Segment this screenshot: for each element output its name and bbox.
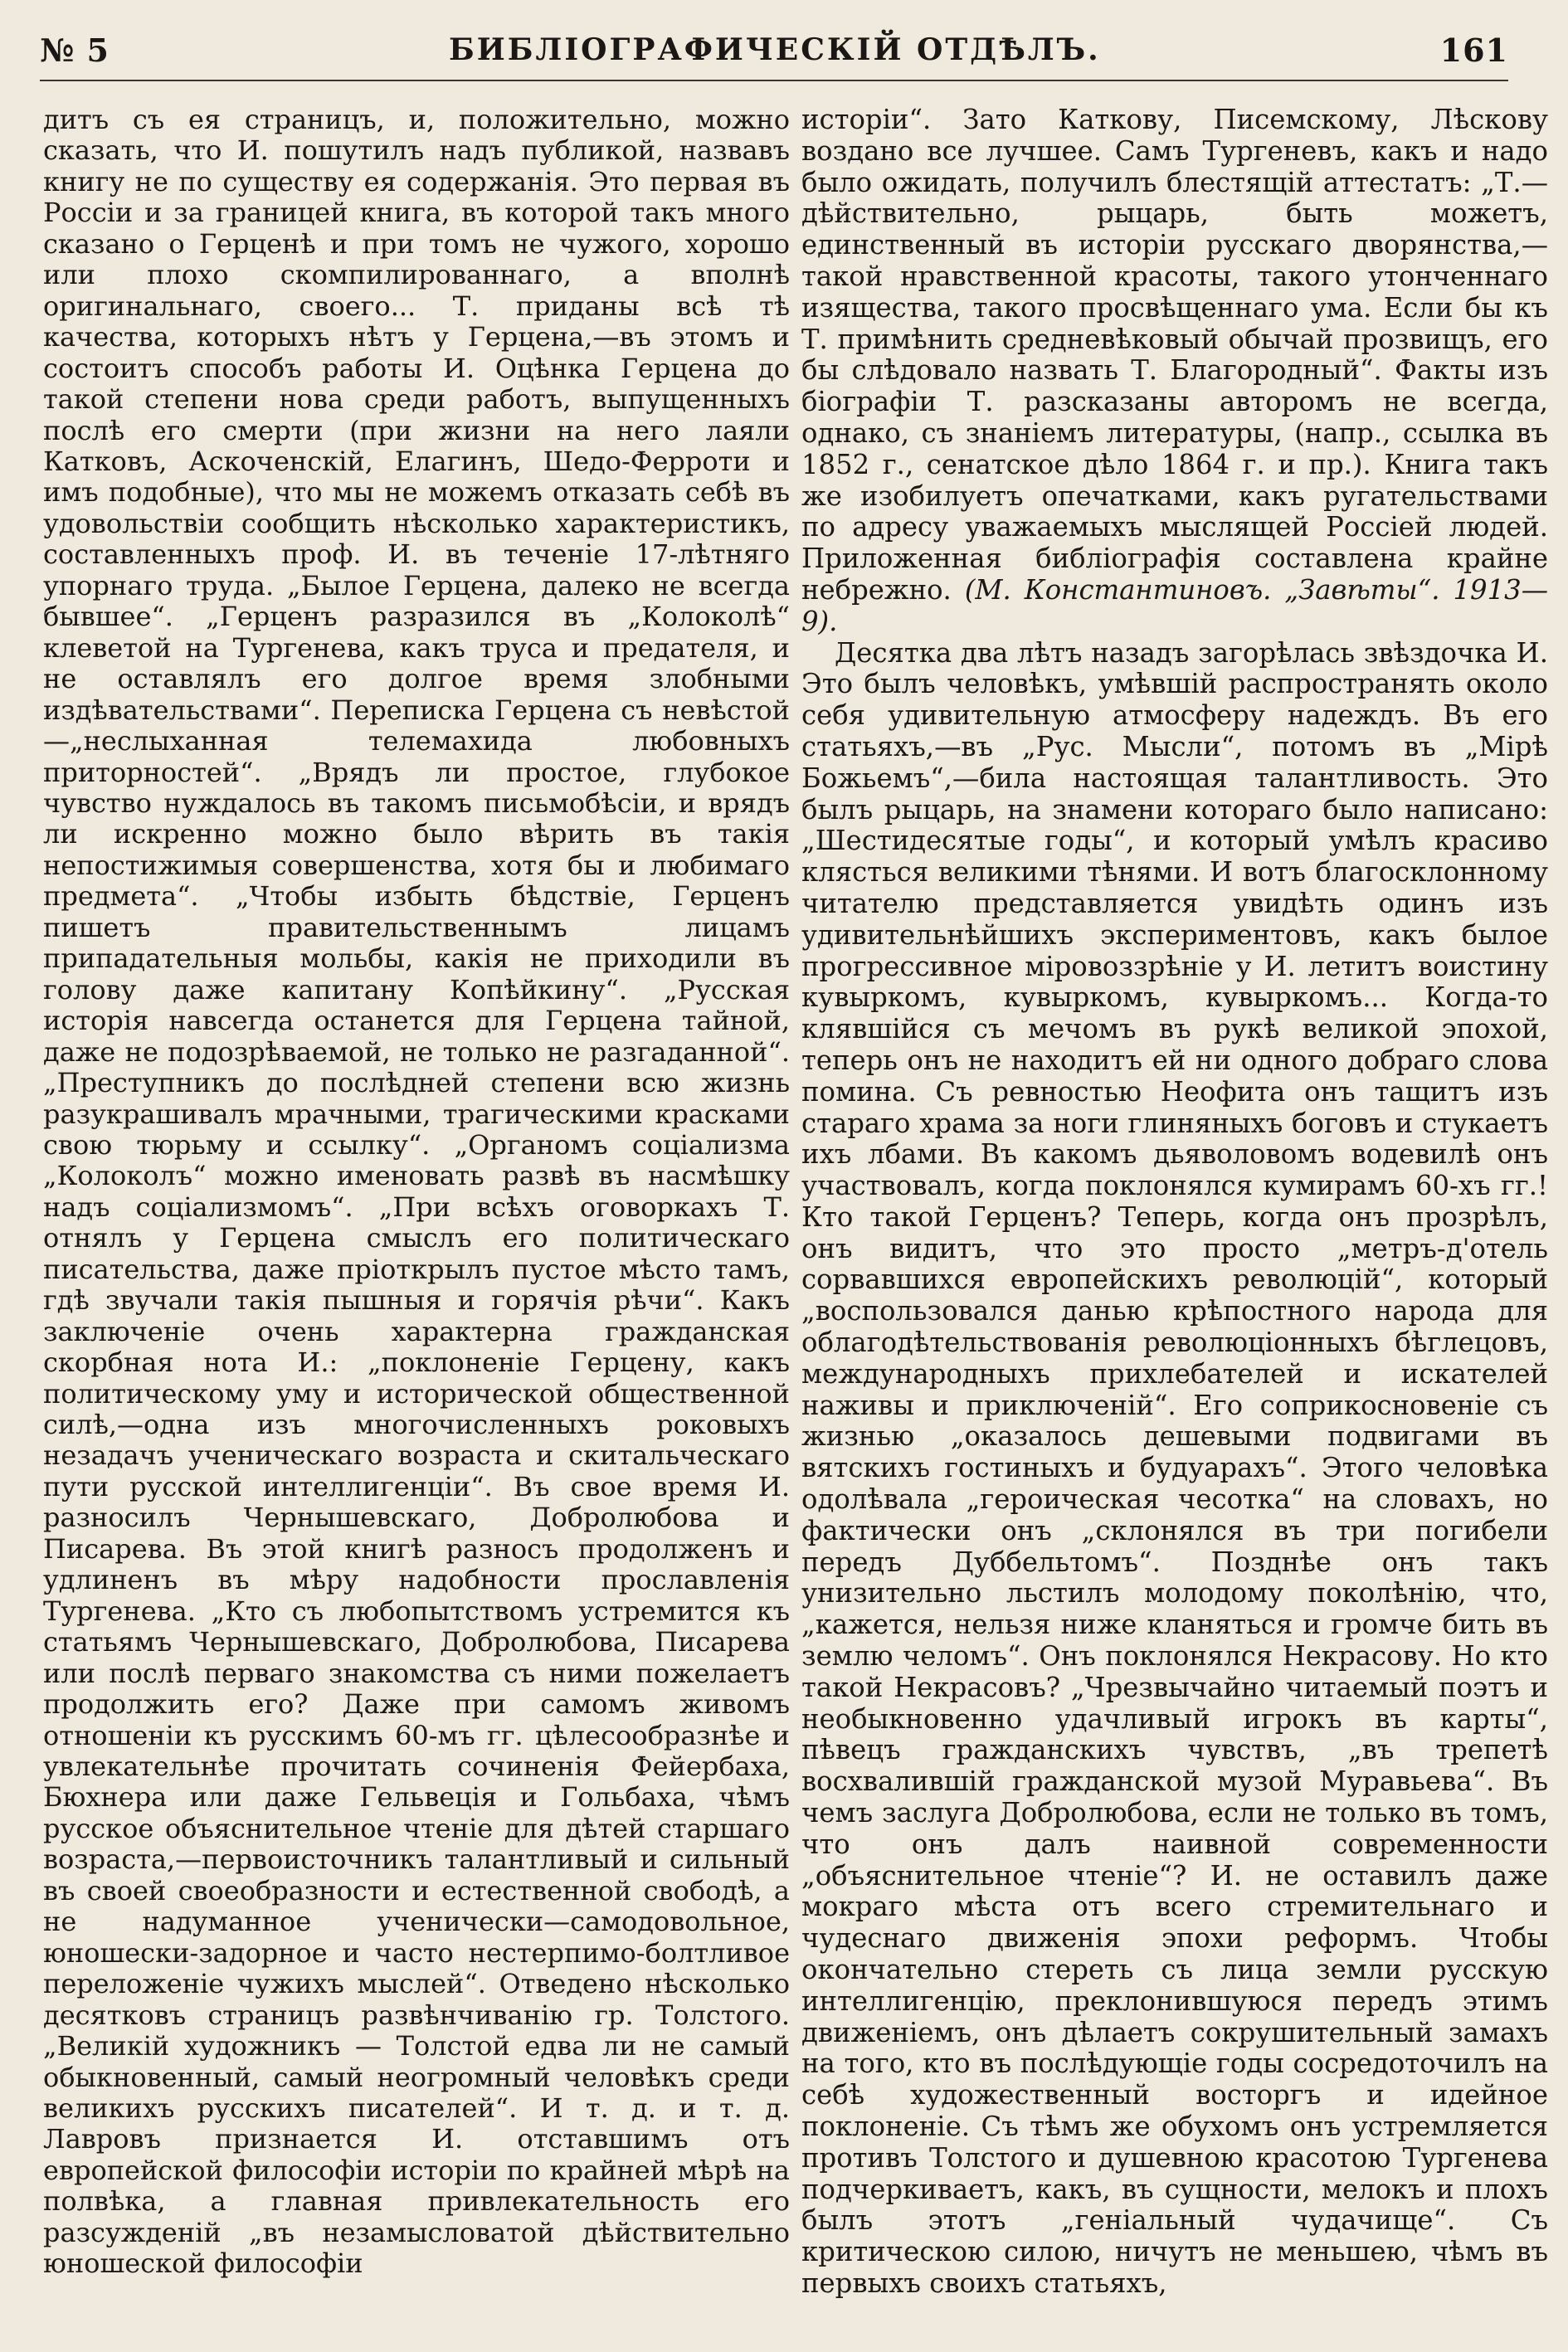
left-column	[43, 105, 790, 2280]
issue-number: № 5	[40, 31, 110, 69]
right-column-paragraph-1	[801, 105, 1548, 638]
header-rule	[40, 80, 1508, 81]
left-column-text: дитъ съ ея страницъ, и, положительно, можно сказать, что И. пошутилъ надъ публикой, назвавъ книгу не по существу ея содержанія. Это первая въ Россіи и за границей книга, въ которой такъ много сказано о Герценѣ и при томъ не чужого, хорошо или плохо скомпилированнаго, а вполнѣ оригинальнаго, своего... Т. приданы всѣ тѣ качества, которыхъ нѣтъ у Герцена,—въ этомъ и состоитъ способъ работы И. Оцѣнка Герцена до такой степени нова среди работъ, выпущенныхъ послѣ его смерти (при жизни на него лаяли Катковъ, Аскоченскій, Елагинъ, Шедо-Ферроти и имъ подобные), что мы не можемъ отказать себѣ въ удовольствіи сообщить нѣсколько характеристикъ, составленныхъ проф. И. въ теченіе 17-лѣтняго упорнаго труда. „Былое Герцена, далеко не всегда бывшее“. „Герценъ разразился въ „Колоколѣ“ клеветой на Тургенева, какъ труса и предателя, и не оставлялъ его долгое время злобными издѣвательствами“. Переписка Герцена съ невѣстой—„неслыханная телемахида любовныхъ приторностей“. „Врядъ ли простое, глубокое чувство нуждалось въ такомъ письмобѣсіи, и врядъ ли искренно можно было вѣрить въ такія непостижимыя совершенства, хотя бы и любимаго предмета“. „Чтобы избыть бѣдствіе, Герценъ пишетъ правительственнымъ лицамъ припадательныя мольбы, какія не приходили въ голову даже капитану Копѣйкину“. „Русская исторія навсегда останется для Герцена тайной, даже не подозрѣваемой, не только не разгаданной“. „Преступникъ до послѣдней степени всю жизнь разукрашивалъ мрачными, трагическими красками свою тюрьму и ссылку“. „Органомъ соціализма „Колоколъ“ можно именовать развѣ въ насмѣшку надъ соціализмомъ“. „При всѣхъ оговоркахъ Т. отнялъ у Герцена смыслъ его политическаго писательства, даже пріоткрылъ пустое мѣсто тамъ, гдѣ звучали такія пышныя и горячія рѣчи“. Какъ заключеніе очень характерна гражданская скорбная нота И.: „поклоненіе Герцену, какъ политическому уму и исторической общественной силѣ,—одна изъ многочисленныхъ роковыхъ незадачъ ученическаго возраста и скитальческаго пути русской интеллигенціи“. Въ свое время И. разносилъ Чернышевскаго, Добролюбова и Писарева. Въ этой книгѣ разносъ продолженъ и удлиненъ въ мѣру надобности прославленія Тургенева. „Кто съ любопытствомъ устремится къ статьямъ Чернышевскаго, Добролюбова, Писарева или послѣ перваго знакомства съ ними пожелаетъ продолжить его? Даже при самомъ живомъ отношеніи къ русскимъ 60-мъ гг. цѣлесообразнѣе и увлекательнѣе прочитать сочиненія Фейербаха, Бюхнера или даже Гельвеція и Гольбаха, чѣмъ русское объяснительное чтеніе для дѣтей старшаго возраста,—первоисточникъ талантливый и сильный въ своей своеобразности и естественной свободѣ, а не надуманное ученически—самодовольное, юношески-задорное и часто нестерпимо-болтливое переложеніе чужихъ мыслей“. Отведено нѣсколько десятковъ страницъ развѣнчиванію гр. Толстого. „Великій художникъ — Толстой едва ли не самый обыкновенный, самый неогромный человѣкъ среди великихъ русскихъ писателей“. И т. д. и т. д. Лавровъ признается И. отставшимъ отъ европейской философіи исторіи по крайней мѣрѣ на полвѣка, а главная привлекательность его разсужденій „въ незамысловатой дѣйствительно юношеской философіи	[43, 104, 790, 2280]
section-title: БИБЛІОГРАФИЧЕСКІЙ ОТДѢЛЪ.	[448, 32, 1101, 67]
page-number: 161	[1439, 31, 1508, 69]
right-para1-text: исторіи“. Зато Каткову, Писемскому, Лѣскову воздано все лучшее. Самъ Тургеневъ, какъ и надо было ожидать, получилъ блестящій аттестатъ: „Т.—дѣйствительно, рыцарь, быть можетъ, единственный въ исторіи русскаго дворянства,—такой нравственной красоты, такого утонченнаго изящества, такого просвѣщеннаго ума. Если бы къ Т. примѣнить средневѣковый обычай прозвищъ, его бы слѣдовало назвать Т. Благородный“. Факты изъ біографіи Т. разсказаны авторомъ не всегда, однако, съ знаніемъ литературы, (напр., ссылка въ 1852 г., сенатское дѣло 1864 г. и пр.). Книга такъ же изобилуетъ опечатками, какъ ругательствами по адресу уважаемыхъ мыслящей Россіей людей. Приложенная библіографія составлена крайне небрежно.	[801, 104, 1548, 606]
right-para1-citation: (М. Константиновъ. „Завѣты“. 1913—9).	[801, 573, 1548, 637]
running-header	[40, 23, 1508, 76]
right-column	[801, 105, 1548, 2300]
right-column-paragraph-2: Десятка два лѣтъ назадъ загорѣлась звѣздочка И. Это былъ человѣкъ, умѣвшій распространять около себя удивительную атмосферу надеждъ. Въ его статьяхъ,—въ „Рус. Мысли“, потомъ въ „Мірѣ Божьемъ“,—била настоящая талантливость. Это былъ рыцарь, на знамени котораго было написано: „Шестидесятые годы“, и который умѣлъ красиво клясться великими тѣнями. И вотъ благосклонному читателю представляется увидѣть одинъ изъ удивительнѣйшихъ экспериментовъ, какъ былое прогрессивное міровоззрѣніе у И. летитъ воистину кувыркомъ, кувыркомъ, кувыркомъ... Когда-то клявшійся съ мечомъ въ рукѣ великой эпохой, теперь онъ не находитъ ей ни одного добраго слова помина. Съ ревностью Неофита онъ тащитъ изъ стараго храма за ноги глиняныхъ боговъ и стукаетъ ихъ лбами. Въ какомъ дьяволовомъ водевилѣ онъ участвовалъ, когда поклонялся кумирамъ 60-хъ гг.! Кто такой Герценъ? Теперь, когда онъ прозрѣлъ, онъ видитъ, что это просто „метръ-д'отель сорвавшихся европейскихъ революцій“, который „воспользовался данью крѣпостного народа для облагодѣтельствованія революціонныхъ бѣглецовъ, международныхъ прихлебателей и искателей наживы и приключеній“. Его соприкосновеніе съ жизнью „оказалось дешевыми подвигами въ вятскихъ гостиныхъ и будуарахъ“. Этого человѣка одолѣвала „героическая чесотка“ на словахъ, но фактически онъ „склонялся въ три погибели передъ Дуббельтомъ“. Позднѣе онъ такъ унизительно льстилъ молодому поколѣнію, что, „кажется, нельзя ниже кланяться и громче бить въ землю челомъ“. Онъ поклонялся Некрасову. Но кто такой Некрасовъ? „Чрезвычайно читаемый поэтъ и необыкновенно удачливый игрокъ въ карты“, пѣвецъ гражданскихъ чувствъ, „въ трепетѣ восхвалившій гражданской музой Муравьева“. Въ чемъ заслуга Добролюбова, если не только въ томъ, что онъ далъ наивной современности „объяснительное чтеніе“? И. не оставилъ даже мокраго мѣста отъ всего стремительнаго и чудеснаго движенія эпохи реформъ. Чтобы окончательно стереть съ лица земли русскую интеллигенцію, преклонившуюся передъ этимъ движеніемъ, онъ дѣлаетъ сокрушительный замахъ на того, кто въ послѣдующіе годы сосредоточилъ на себѣ художественный восторгъ и идейное поклоненіе. Съ тѣмъ же обухомъ онъ устремляется противъ Толстого и душевною красотою Тургенева подчеркиваетъ, какъ, въ сущности, мелокъ и плохъ былъ этотъ „геніальный чудачище“. Съ критическою силою, ничутъ не меньшею, чѣмъ въ первыхъ своихъ статьяхъ,	[801, 636, 1548, 2299]
